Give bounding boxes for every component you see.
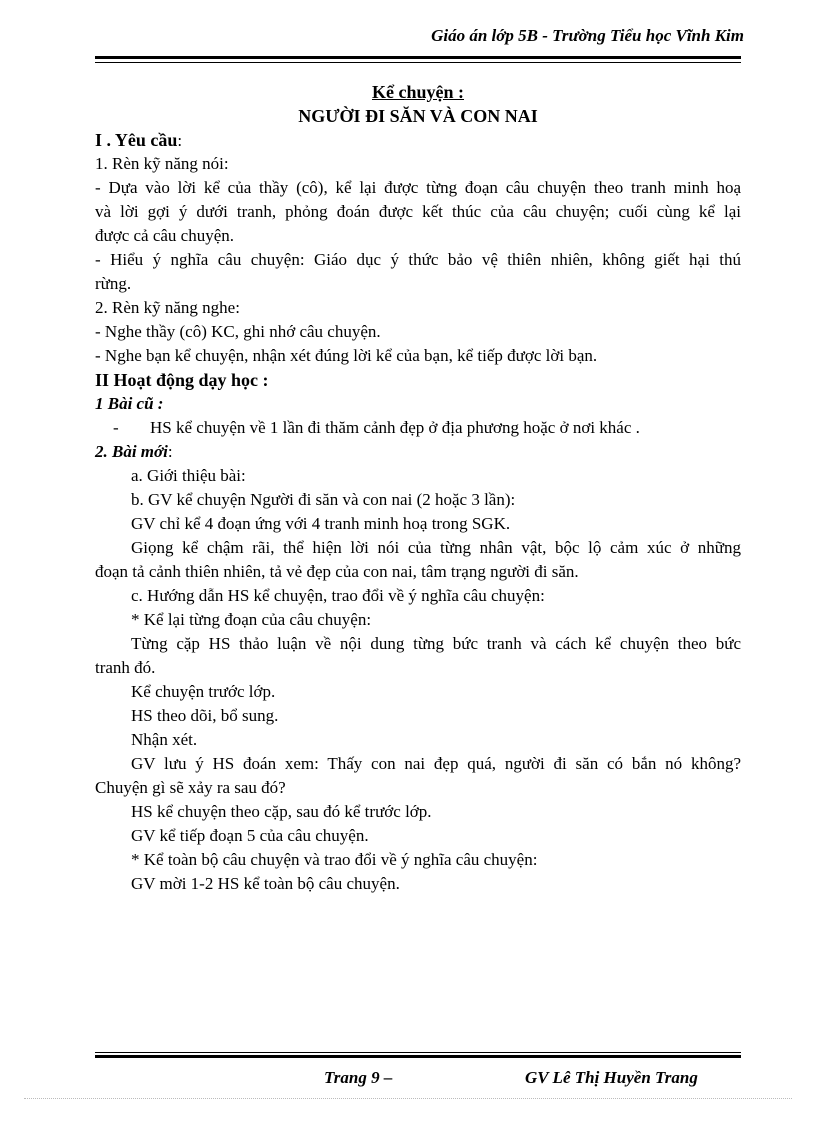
paragraph-line: Giọng kể chậm rãi, thể hiện lời nói của từng nhân vật, bộc lộ cảm xúc ở những (131, 538, 741, 557)
section2-heading (95, 368, 741, 392)
paragraph-line: Từng cặp HS thảo luận về nội dung từng bức tranh và cách kể chuyện theo bức (131, 634, 741, 653)
paragraph-line: Chuyện gì sẽ xảy ra sau đó? (95, 778, 286, 797)
section1-heading-colon: : (177, 131, 183, 150)
paragraph-line: - Hiểu ý nghĩa câu chuyện: Giáo dục ý thức bảo vệ thiên nhiên, không giết hại thú (95, 250, 741, 269)
paragraph-line: đoạn tả cảnh thiên nhiên, tả vẻ đẹp của con nai, tâm trạng người đi săn. (95, 562, 579, 581)
footer-rule-thin (95, 1052, 741, 1053)
paragraph-line: HS kể chuyện theo cặp, sau đó kể trước lớp. (131, 802, 432, 821)
paragraph-line: GV chỉ kể 4 đoạn ứng với 4 tranh minh hoạ trong SGK. (131, 514, 511, 533)
lesson-subject (95, 80, 741, 104)
paragraph-line: a. Giới thiệu bài: (131, 466, 246, 485)
paragraph-line: c. Hướng dẫn HS kể chuyện, trao đổi về ý nghĩa câu chuyện: (131, 586, 545, 605)
paragraph-line: GV lưu ý HS đoán xem: Thấy con nai đẹp quá, người đi săn có bắn nó không? (131, 754, 741, 773)
paragraph-line: b. GV kể chuyện Người đi săn và con nai (2 hoặc 3 lần): (131, 490, 516, 509)
paragraph-line: và lời gợi ý dưới tranh, phỏng đoán được kết thúc của câu chuyện; cuối cùng kể lại (95, 202, 741, 221)
paragraph-line: được cả câu chuyện. (95, 226, 235, 245)
header-rule-thin (95, 62, 741, 63)
old-lesson-text: HS kể chuyện về 1 lần đi thăm cảnh đẹp ở địa phương hoặc ở nơi khác . (150, 418, 640, 437)
new-lesson-heading (95, 440, 741, 464)
paragraph-line: tranh đó. (95, 658, 156, 677)
paragraph-line: * Kể lại từng đoạn của câu chuyện: (131, 610, 372, 629)
section1-item2: 2. Rèn kỹ năng nghe: (95, 298, 240, 317)
new-lesson-colon: : (167, 442, 173, 461)
paragraph-line: Nhận xét. (131, 730, 198, 749)
paragraph-line: GV mời 1-2 HS kể toàn bộ câu chuyện. (131, 874, 400, 893)
paragraph-line: * Kể toàn bộ câu chuyện và trao đổi về ý nghĩa câu chuyện: (131, 850, 538, 869)
page-header: Giáo án lớp 5B - Trường Tiểu học Vĩnh Kim (431, 26, 744, 45)
paragraph-line: - Nghe thầy (cô) KC, ghi nhớ câu chuyện. (95, 322, 381, 341)
footer-page-number: Trang 9 – (324, 1068, 393, 1087)
old-lesson-heading-text: 1 Bài cũ : (95, 394, 164, 413)
paragraph-line: - Nghe bạn kể chuyện, nhận xét đúng lời kể của bạn, kể tiếp được lời bạn. (95, 346, 598, 365)
paragraph-line: rừng. (95, 274, 132, 293)
section1-heading (95, 128, 741, 152)
new-lesson-heading-text: 2. Bài mới (95, 442, 168, 461)
paragraph-line: HS theo dõi, bổ sung. (131, 706, 279, 725)
paragraph-line: - Dựa vào lời kể của thầy (cô), kể lại được từng đoạn câu chuyện theo tranh minh hoạ (95, 178, 741, 197)
dash-bullet: - (113, 418, 119, 437)
old-lesson-heading (95, 392, 741, 416)
lesson-subject-text: Kể chuyện : (372, 82, 464, 102)
lesson-title (95, 104, 741, 128)
footer-author: GV Lê Thị Huyền Trang (525, 1068, 698, 1087)
lesson-title-text: NGƯỜI ĐI SĂN VÀ CON NAI (298, 106, 538, 126)
paragraph-line: GV kể tiếp đoạn 5 của câu chuyện. (131, 826, 369, 845)
footer-rule-thick (95, 1055, 741, 1058)
section1-item1: 1. Rèn kỹ năng nói: (95, 154, 229, 173)
old-lesson-item (95, 416, 741, 440)
page-bottom-divider (24, 1098, 792, 1099)
section1-heading-text: I . Yêu cầu (95, 130, 178, 150)
header-rule-thick (95, 56, 741, 59)
section2-heading-text: II Hoạt động dạy học : (95, 370, 269, 390)
paragraph-line: Kể chuyện trước lớp. (131, 682, 276, 701)
document-body (95, 80, 741, 896)
